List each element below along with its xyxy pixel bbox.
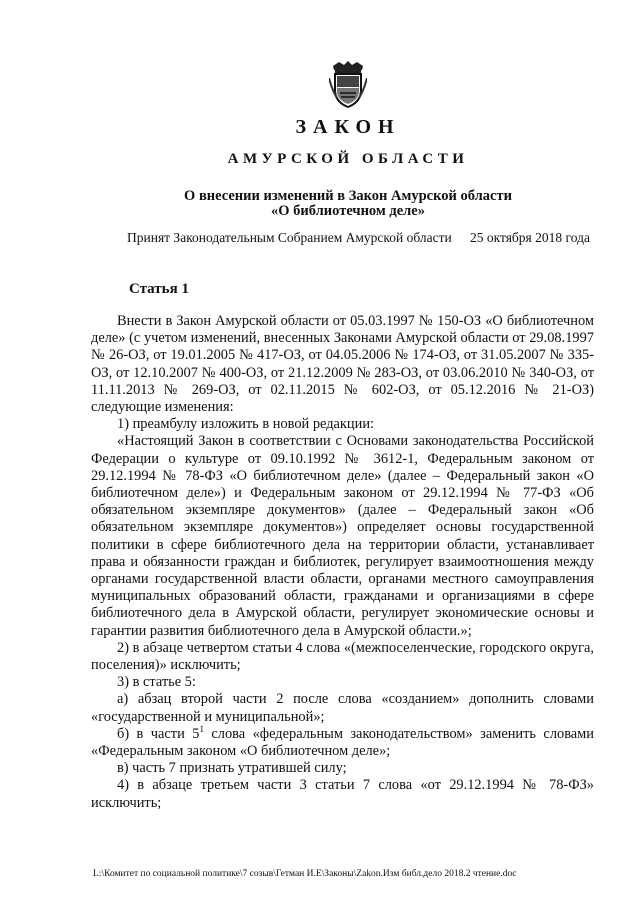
- file-path-footer: L:\Комитет по социальной политике\7 созыв\Гетман И.Е\Законы\Zakon.Изм библ.дело 2018.2 чтение.doc: [93, 869, 517, 879]
- law-subject: [0, 189, 640, 219]
- item-1: 1) преамбулу изложить в новой редакции:: [117, 416, 375, 433]
- item-3c: в) часть 7 признать утратившей силу;: [117, 760, 347, 777]
- item-3b-end: слова «федеральным законодательством» заменить словами «Федеральным законом «О библиотечном деле»;: [91, 725, 594, 760]
- item-3a: а) абзац второй части 2 после слова «созданием» дополнить словами «государственной и муниципальной»;: [91, 691, 594, 725]
- preamble-text: «Настоящий Закон в соответствии с Основами законодательства Российской Федерации о культуре от 09.10.1992 № 3612-1, Федеральным законом от 29.12.1994 № 78-ФЗ «О библиотечном деле» (далее – Федеральный закон «О библиотечном деле») и Федеральным законом от 29.12.1994 № 77-ФЗ «Об обязательном экземпляре документов» (далее – Федеральный закон «Об обязательном экземпляре документов») определяет основы государственной политики в сфере библиотечного дела на территории области, устанавливает права и обязанности граждан и библиотек, регулирует взаимоотношения между органами государственной власти области, органами местного самоуправления муниципальных образований области, гражданами и организациями в сфере библиотечного дела в Амурской области, регулирует экономические основы и гарантии развития библиотечного дела в Амурской области.»;: [91, 433, 594, 639]
- law-subject-line-1: О внесении изменений в Закон Амурской области: [184, 188, 512, 204]
- adopted-by: Принят Законодательным Собранием Амурской области: [127, 230, 452, 245]
- article-title: Статья 1: [129, 281, 189, 297]
- region-title: АМУРСКОЙ ОБЛАСТИ: [227, 151, 469, 167]
- article-body: [91, 313, 594, 812]
- adopted-date: 25 октября 2018 года: [470, 230, 590, 245]
- item-3b-superscript: 1: [199, 724, 204, 735]
- item-3: 3) в статье 5:: [117, 674, 196, 691]
- item-3b: [91, 726, 594, 760]
- coat-of-arms-icon: [329, 60, 367, 108]
- article-intro: Внести в Закон Амурской области от 05.03.1997 № 150-ОЗ «О библиотечном деле» (с учетом изменений, внесенных Законами Амурской области от 29.08.1997 № 26-ОЗ, от 19.01.2005 № 417-ОЗ, от 04.05.2006 № 174-ОЗ, от 31.05.2007 № 335-ОЗ, от 12.10.2007 № 400-ОЗ, от 21.12.2009 № 283-ОЗ, от 03.06.2010 № 340-ОЗ, от 11.11.2013 № 269-ОЗ, от 02.11.2015 № 602-ОЗ, от 05.12.2016 № 21-ОЗ) следующие изменения:: [91, 313, 594, 416]
- item-4: 4) в абзаце третьем части 3 статьи 7 слова «от 29.12.1994 № 78-ФЗ» исключить;: [91, 777, 594, 811]
- item-3b-start: б) в части 5: [117, 725, 200, 742]
- law-title: ЗАКОН: [295, 116, 401, 138]
- law-subject-line-2: «О библиотечном деле»: [271, 203, 425, 219]
- item-2: 2) в абзаце четвертом статьи 4 слова «(межпоселенческие, городского округа, поселения)» исключить;: [91, 639, 594, 674]
